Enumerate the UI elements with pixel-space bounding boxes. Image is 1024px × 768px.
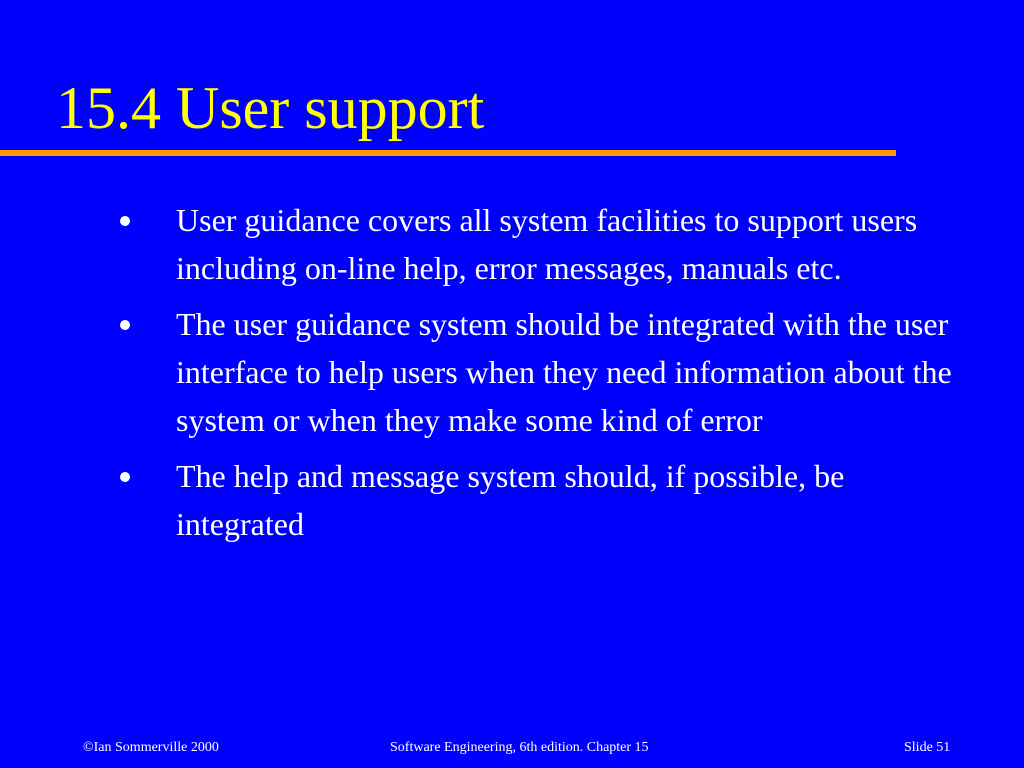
slide-footer: [0, 738, 1024, 758]
bullet-dot-icon: [120, 472, 130, 482]
bullet-list: [120, 196, 980, 556]
footer-book-title: Software Engineering, 6th edition. Chapter 15: [390, 740, 649, 755]
bullet-dot-icon: [120, 320, 130, 330]
bullet-item: [120, 452, 980, 548]
slide-title: 15.4 User support: [56, 75, 485, 141]
bullet-text: The help and message system should, if possible, be integrated: [176, 458, 845, 542]
footer-slide-number: Slide 51: [904, 740, 951, 755]
footer-copyright: ©Ian Sommerville 2000: [83, 740, 219, 755]
bullet-text: User guidance covers all system facilities to support users including on-line help, error messages, manuals etc.: [176, 202, 918, 286]
bullet-item: [120, 300, 980, 444]
bullet-text: The user guidance system should be integrated with the user interface to help users when they need information about the system or when they make some kind of error: [176, 306, 952, 438]
title-underline: [0, 150, 896, 156]
bullet-dot-icon: [120, 216, 130, 226]
bullet-item: [120, 196, 980, 292]
